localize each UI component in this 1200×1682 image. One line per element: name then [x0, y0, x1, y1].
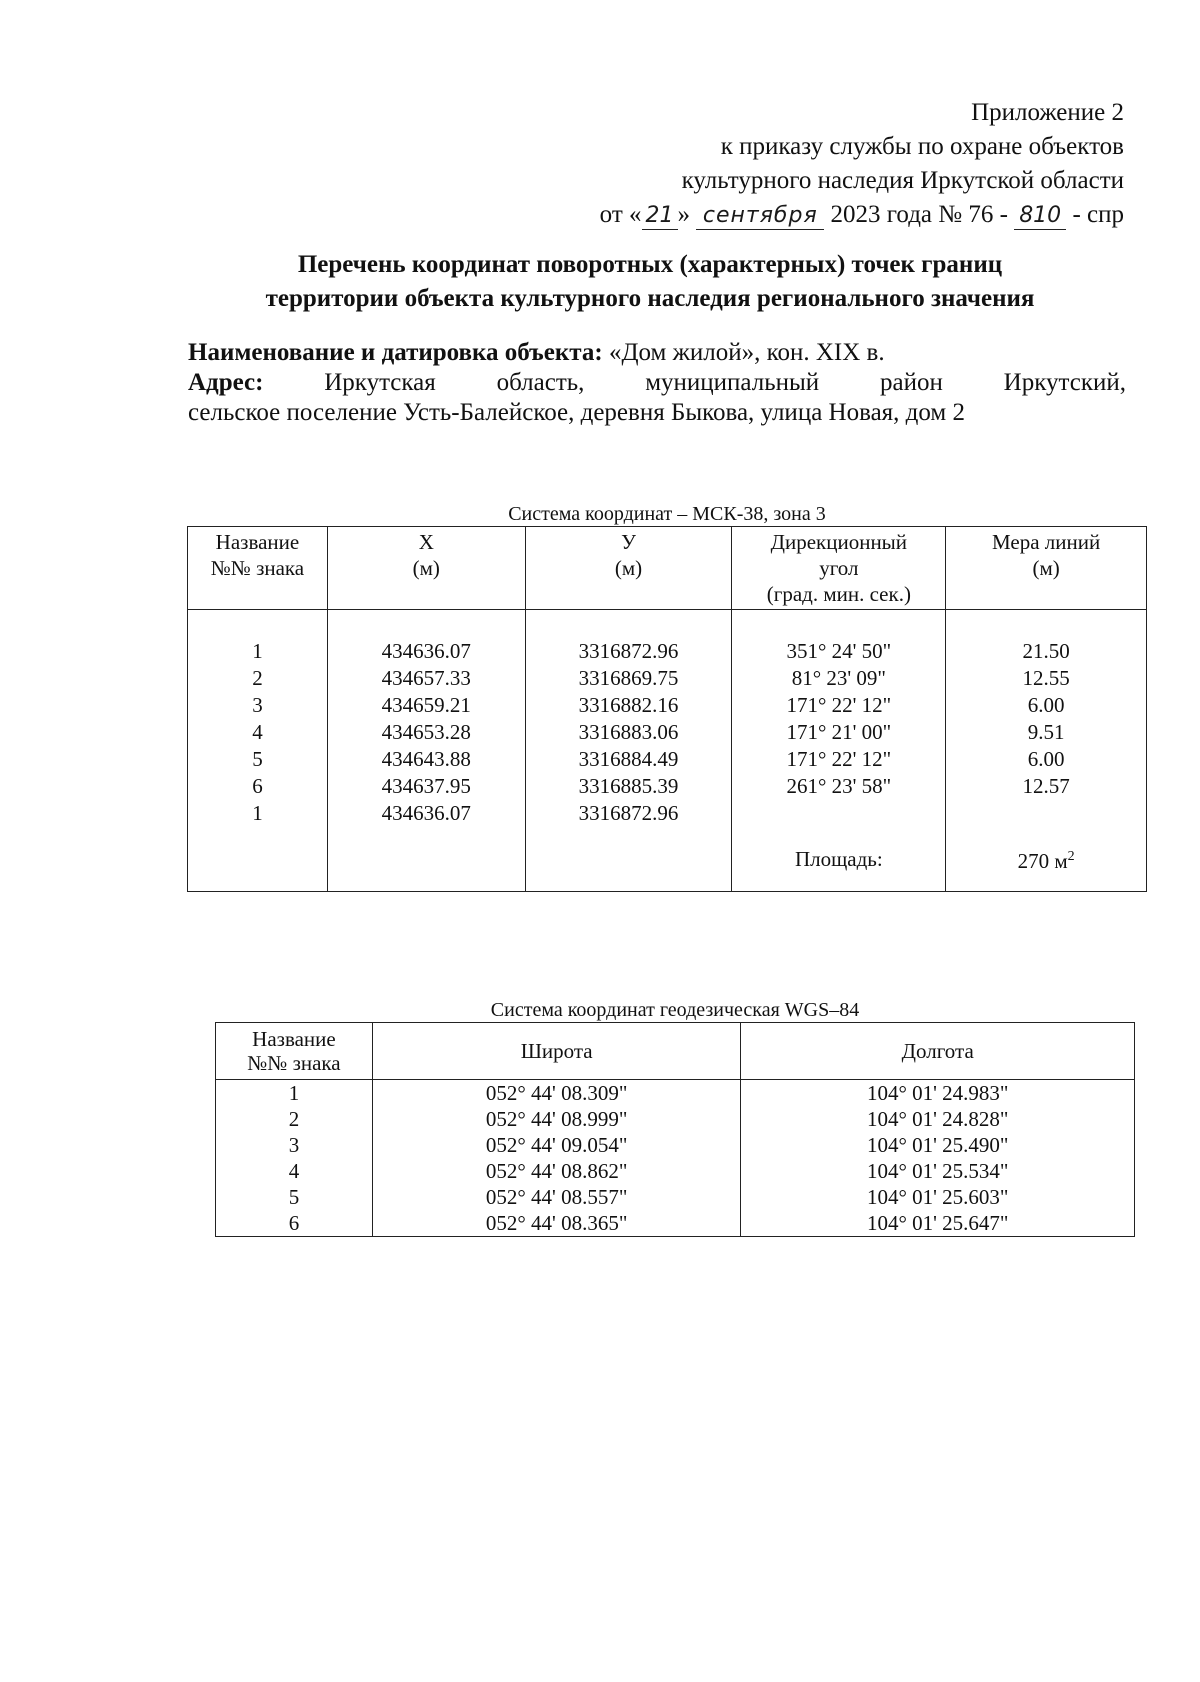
table-row: [216, 1080, 1135, 1107]
line-length: 9.51: [946, 719, 1147, 746]
longitude-value: 104° 01' 25.647": [741, 1210, 1135, 1237]
latitude-value: 052° 44' 08.309": [372, 1080, 741, 1107]
spacer-cell: [327, 610, 525, 639]
latitude-value: 052° 44' 08.999": [372, 1106, 741, 1132]
point-number: 6: [188, 773, 328, 800]
date-mid: »: [677, 201, 691, 228]
order-suffix: - спр: [1072, 201, 1124, 228]
address-word: Иркутская: [324, 369, 436, 396]
point-number: 5: [188, 746, 328, 773]
x-value: 434657.33: [327, 665, 525, 692]
x-value: 434636.07: [327, 800, 525, 827]
longitude-value: 104° 01' 25.490": [741, 1132, 1135, 1158]
latitude-value: 052° 44' 08.365": [372, 1210, 741, 1237]
area-row: [188, 827, 1147, 892]
header-point-name: Название №№ знака: [216, 1023, 373, 1080]
point-number: 1: [188, 638, 328, 665]
header-direction-angle: Дирекционный угол (град. мин. сек.): [732, 527, 946, 610]
table2-caption: Система координат геодезическая WGS–84: [490, 999, 860, 1021]
line-length: 6.00: [946, 746, 1147, 773]
x-value: 434643.88: [327, 746, 525, 773]
handwritten-month: сентября: [696, 203, 824, 230]
longitude-value: 104° 01' 24.828": [741, 1106, 1135, 1132]
direction-angle: 351° 24' 50": [732, 638, 946, 665]
area-cell: [946, 827, 1147, 892]
address-word: Иркутский,: [1003, 369, 1126, 396]
direction-angle: 171° 22' 12": [732, 746, 946, 773]
line-length: [946, 800, 1147, 827]
header-y: У (м): [525, 527, 732, 610]
table-row: [188, 746, 1147, 773]
point-number: 6: [216, 1210, 373, 1237]
address-word: область,: [496, 369, 585, 396]
address-word: район: [879, 369, 943, 396]
point-number: 5: [216, 1184, 373, 1210]
area-cell: [525, 827, 732, 892]
address-label: Адрес:: [188, 369, 264, 396]
table-row: [216, 1210, 1135, 1237]
header-longitude: Долгота: [741, 1023, 1135, 1080]
point-number: 3: [188, 692, 328, 719]
appendix-line-2: к приказу службы по охране объектов: [720, 133, 1124, 160]
table1-caption: Система координат – МСК-38, зона 3: [508, 503, 826, 525]
object-name-value: «Дом жилой», кон. XIX в.: [608, 339, 885, 366]
y-value: 3316883.06: [525, 719, 732, 746]
area-unit-superscript: 2: [1067, 849, 1075, 864]
object-name-line: [188, 338, 1126, 368]
table-row: [188, 692, 1147, 719]
appendix-date-line: [424, 198, 1124, 232]
year-text: 2023 года № 76 -: [830, 201, 1008, 228]
y-value: 3316884.49: [525, 746, 732, 773]
x-value: 434653.28: [327, 719, 525, 746]
address-line-2: сельское поселение Усть-Балейское, деревня Быкова, улица Новая, дом 2: [188, 399, 965, 426]
x-value: 434637.95: [327, 773, 525, 800]
area-cell: [732, 827, 946, 892]
table-row: [216, 1132, 1135, 1158]
longitude-value: 104° 01' 25.534": [741, 1158, 1135, 1184]
area-cell: [327, 827, 525, 892]
area-cell: [188, 827, 328, 892]
document-title: [150, 248, 1150, 316]
object-name-label: Наименование и датировка объекта:: [188, 339, 603, 366]
title-line-1: Перечень координат поворотных (характерных) точек границ: [297, 251, 1003, 278]
x-value: 434636.07: [327, 638, 525, 665]
appendix-line-3: культурного наследия Иркутской области: [681, 167, 1124, 194]
line-length: 21.50: [946, 638, 1147, 665]
table-row: [216, 1158, 1135, 1184]
point-number: 2: [216, 1106, 373, 1132]
direction-angle: 171° 21' 00": [732, 719, 946, 746]
title-line-2: территории объекта культурного наследия регионального значения: [265, 285, 1035, 312]
point-number: 3: [216, 1132, 373, 1158]
header-point-name: Название №№ знака: [188, 527, 328, 610]
table-row: [188, 773, 1147, 800]
longitude-value: 104° 01' 25.603": [741, 1184, 1135, 1210]
y-value: 3316882.16: [525, 692, 732, 719]
point-number: 1: [188, 800, 328, 827]
table-row: [188, 665, 1147, 692]
spacer-cell: [732, 610, 946, 639]
object-info: [188, 338, 1126, 428]
y-value: 3316885.39: [525, 773, 732, 800]
latitude-value: 052° 44' 08.557": [372, 1184, 741, 1210]
point-number: 2: [188, 665, 328, 692]
appendix-line-1: Приложение 2: [971, 99, 1124, 126]
point-number: 4: [188, 719, 328, 746]
latitude-value: 052° 44' 08.862": [372, 1158, 741, 1184]
address-word: муниципальный: [645, 369, 820, 396]
table-row: [216, 1184, 1135, 1210]
spacer-cell: [946, 610, 1147, 639]
table-spacer-row: [188, 610, 1147, 639]
spacer-cell: [188, 610, 328, 639]
direction-angle: 171° 22' 12": [732, 692, 946, 719]
y-value: 3316869.75: [525, 665, 732, 692]
line-length: 12.57: [946, 773, 1147, 800]
direction-angle: 81° 23' 09": [732, 665, 946, 692]
handwritten-order-number: 810: [1014, 203, 1066, 230]
date-prefix: от «: [599, 201, 642, 228]
header-latitude: Широта: [372, 1023, 741, 1080]
line-length: 6.00: [946, 692, 1147, 719]
address-line-1: [188, 368, 1126, 398]
point-number: 1: [216, 1080, 373, 1107]
direction-angle: [732, 800, 946, 827]
table-row: [188, 800, 1147, 827]
handwritten-day: 21: [642, 203, 678, 230]
line-length: 12.55: [946, 665, 1147, 692]
y-value: 3316872.96: [525, 800, 732, 827]
wgs84-coordinates-table: [215, 1022, 1135, 1237]
direction-angle: 261° 23' 58": [732, 773, 946, 800]
point-number: 4: [216, 1158, 373, 1184]
spacer-cell: [525, 610, 732, 639]
x-value: 434659.21: [327, 692, 525, 719]
table-row: [188, 719, 1147, 746]
header-x: Х (м): [327, 527, 525, 610]
latitude-value: 052° 44' 09.054": [372, 1132, 741, 1158]
area-value: 270 м: [1017, 849, 1068, 873]
table-row: [216, 1106, 1135, 1132]
table-row: [188, 638, 1147, 665]
area-label: Площадь:: [794, 846, 883, 871]
appendix-header: [424, 96, 1124, 232]
header-line-length: Мера линий (м): [946, 527, 1147, 610]
msk-coordinates-table: [187, 526, 1147, 892]
longitude-value: 104° 01' 24.983": [741, 1080, 1135, 1107]
y-value: 3316872.96: [525, 638, 732, 665]
